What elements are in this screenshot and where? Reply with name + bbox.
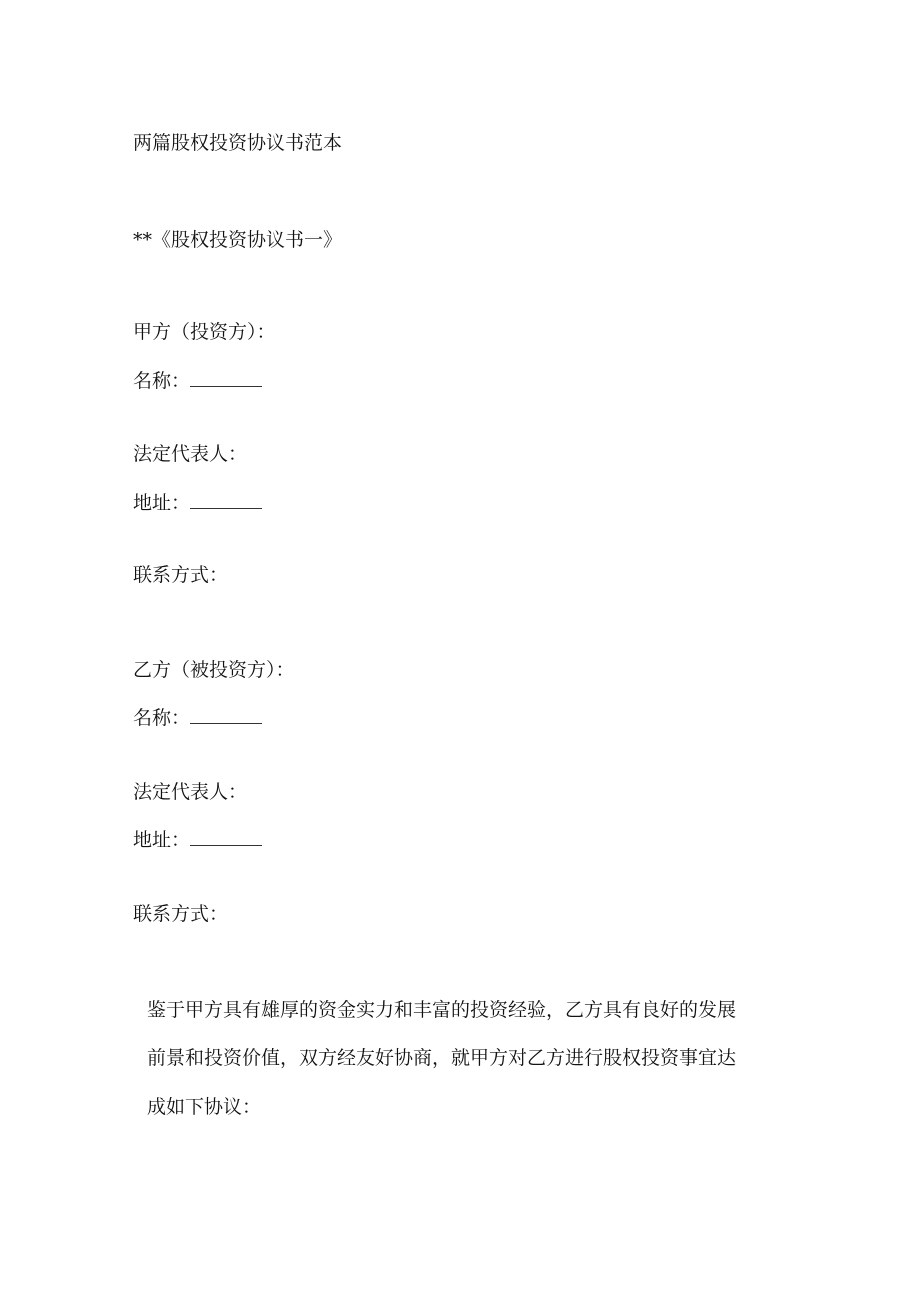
party-a-contact-label: 联系方式： <box>133 564 229 586</box>
party-b-heading: 乙方（被投资方）： <box>133 659 295 681</box>
party-b-address-blank <box>190 829 262 846</box>
party-a-name-row <box>133 369 262 393</box>
party-a-heading: 甲方（投资方）： <box>133 321 276 343</box>
party-a-name-label: 名称： <box>133 370 191 392</box>
party-b-name-blank <box>190 707 262 724</box>
party-b-name-row <box>133 706 262 730</box>
document-subtitle: **《股权投资协议书一》 <box>133 229 343 251</box>
party-a-address-label: 地址： <box>133 492 191 514</box>
party-b-rep-label: 法定代表人： <box>133 781 248 803</box>
preamble-line-1: 鉴于甲方具有雄厚的资金实力和丰富的投资经验，乙方具有良好的发展 <box>147 999 737 1021</box>
party-b-address-row <box>133 828 262 852</box>
party-a-address-row <box>133 491 262 515</box>
party-a-rep-label: 法定代表人： <box>133 443 248 465</box>
preamble-line-3: 成如下协议： <box>147 1096 262 1118</box>
document-title: 两篇股权投资协议书范本 <box>133 132 343 154</box>
party-a-name-blank <box>190 370 262 387</box>
party-b-address-label: 地址： <box>133 829 191 851</box>
preamble-line-2: 前景和投资价值，双方经友好协商，就甲方对乙方进行股权投资事宜达 <box>147 1047 737 1069</box>
party-b-contact-label: 联系方式： <box>133 903 229 925</box>
party-a-address-blank <box>190 492 262 509</box>
party-b-name-label: 名称： <box>133 707 191 729</box>
